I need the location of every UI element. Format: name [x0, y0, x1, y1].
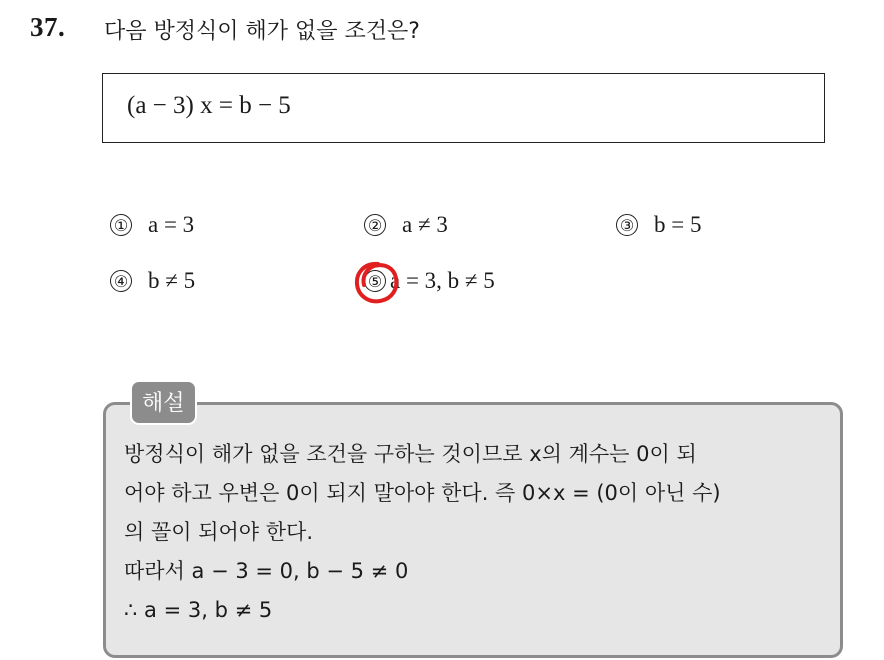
explanation-line: 따라서 a − 3 = 0, b − 5 ≠ 0 [124, 559, 409, 583]
explanation-line: ∴ a = 3, b ≠ 5 [124, 598, 273, 622]
choice-text: a = 3, b ≠ 5 [390, 268, 495, 293]
explanation-line: 어야 하고 우변은 0이 되지 말아야 한다. 즉 0×x = (0이 아닌 수) [124, 481, 721, 505]
choice-number: ② [364, 214, 386, 236]
question-text: 다음 방정식이 해가 없을 조건은? [104, 19, 420, 44]
explanation-tag: 해설 [130, 380, 197, 425]
choice-number: ③ [616, 214, 638, 236]
explanation-line: 방정식이 해가 없을 조건을 구하는 것이므로 x의 계수는 0이 되 [124, 442, 697, 466]
question-number: 37. [30, 12, 66, 42]
choice-number: ⑤ [364, 270, 386, 292]
choice-2[interactable] [364, 212, 448, 238]
answer-circle-mark-icon [352, 259, 402, 307]
choice-3[interactable] [616, 212, 701, 238]
explanation-line: 의 꼴이 되어야 한다. [124, 520, 313, 544]
explanation-box [103, 402, 843, 658]
equation: (a − 3) x = b − 5 [127, 92, 291, 119]
choice-text: a ≠ 3 [402, 212, 448, 237]
choice-text: a = 3 [148, 212, 195, 237]
choice-4[interactable] [110, 268, 195, 294]
choice-number: ① [110, 214, 132, 236]
choice-text: b = 5 [654, 212, 702, 237]
explanation-text [124, 435, 824, 630]
choice-number: ④ [110, 270, 132, 292]
choice-1[interactable] [110, 212, 194, 238]
equation-box [102, 73, 825, 143]
choice-text: b ≠ 5 [148, 268, 196, 293]
